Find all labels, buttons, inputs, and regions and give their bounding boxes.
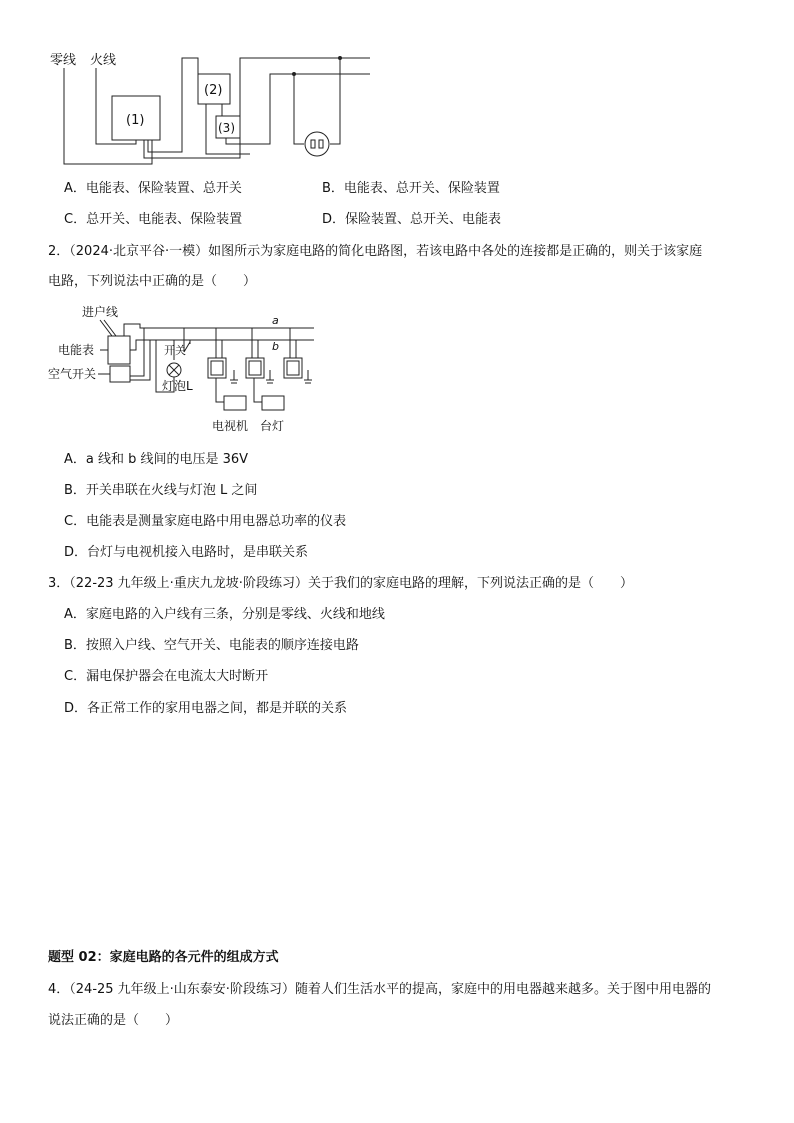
q1-option-c[interactable]: C．总开关、电能表、保险装置 — [64, 212, 243, 227]
q4-stem-line-2: 说法正确的是（ ） — [48, 1013, 179, 1028]
box-1-label: (1) — [126, 113, 145, 128]
q2-option-b[interactable]: B．开关串联在火线与灯泡 L 之间 — [64, 483, 258, 498]
section-2-title: 题型 02：家庭电路的各元件的组成方式 — [48, 950, 279, 965]
switch-label: 开关 — [164, 344, 186, 357]
q2-stem-line-2: 电路，下列说法中正确的是（ ） — [48, 274, 257, 289]
tv-label: 电视机 — [212, 419, 249, 433]
live-label: 火线 — [90, 53, 117, 68]
breaker-label: 空气开关 — [48, 367, 97, 381]
line-b-label: b — [272, 340, 279, 353]
meter-label: 电能表 — [58, 343, 95, 357]
neutral-label: 零线 — [50, 53, 77, 68]
line-a-label: a — [272, 314, 279, 327]
q3-option-d[interactable]: D．各正常工作的家用电器之间，都是并联的关系 — [64, 701, 348, 716]
box-3-label: (3) — [218, 121, 235, 135]
q3-option-c[interactable]: C．漏电保护器会在电流太大时断开 — [64, 669, 269, 684]
q2-stem-line-1: 2．（2024·北京平谷·一模）如图所示为家庭电路的简化电路图，若该电路中各处的连接都是正确的，则关于该家庭 — [48, 244, 703, 259]
q2-option-d[interactable]: D．台灯与电视机接入电路时，是串联关系 — [64, 545, 309, 560]
desk-lamp-label: 台灯 — [260, 419, 285, 433]
q3-option-b[interactable]: B．按照入户线、空气开关、电能表的顺序连接电路 — [64, 638, 359, 653]
circuit-diagram-2 — [44, 300, 344, 440]
q1-option-b[interactable]: B．电能表、总开关、保险装置 — [322, 181, 500, 196]
q1-option-a[interactable]: A．电能表、保险装置、总开关 — [64, 181, 242, 196]
q3-stem: 3．（22-23 九年级上·重庆九龙坡·阶段练习）关于我们的家庭电路的理解，下列说法正确的是（ ） — [48, 576, 633, 591]
circuit-diagram-1 — [40, 44, 380, 174]
incoming-line-label: 进户线 — [82, 305, 119, 319]
q1-option-d[interactable]: D．保险装置、总开关、电能表 — [322, 212, 502, 227]
box-2-label: (2) — [204, 83, 223, 98]
q3-option-a[interactable]: A．家庭电路的入户线有三条，分别是零线、火线和地线 — [64, 607, 385, 622]
q2-option-a[interactable]: A．a 线和 b 线间的电压是 36V — [64, 452, 249, 467]
q2-option-c[interactable]: C．电能表是测量家庭电路中用电器总功率的仪表 — [64, 514, 347, 529]
bulb-label: 灯泡L — [162, 379, 193, 393]
q4-stem-line-1: 4．（24-25 九年级上·山东泰安·阶段练习）随着人们生活水平的提高，家庭中的用电器越来越多。关于图中用电器的 — [48, 982, 711, 997]
